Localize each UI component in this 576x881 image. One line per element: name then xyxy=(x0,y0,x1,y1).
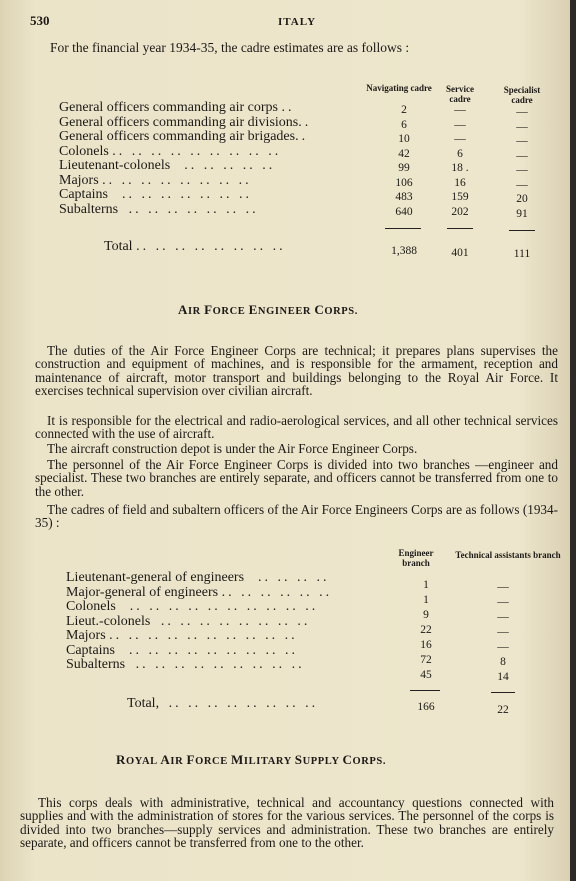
section-heading-supply-corps: ROYAL AIR FORCE MILITARY SUPPLY CORPS. xyxy=(116,752,387,767)
total-rule xyxy=(491,692,515,693)
table1-nav-column xyxy=(379,104,429,220)
table-cell: 1 xyxy=(423,594,429,606)
paragraph: The personnel of the Air Force Engineer Corps is divided into two branches —engineer and specialist. These two branches are entirely separate, and officers cannot be transferred from one to the other. xyxy=(35,457,558,499)
table-cell: 14 xyxy=(497,671,509,683)
table-row: General officers commanding air divisions.. xyxy=(59,114,312,130)
table-cell: 16 xyxy=(420,639,432,651)
table-cell: — xyxy=(454,104,466,116)
running-title: ITALY xyxy=(278,16,317,28)
page-number: 530 xyxy=(30,13,50,28)
table-cell: 202 xyxy=(451,205,469,218)
section-heading-engineer-corps: AIR FORCE ENGINEER CORPS. xyxy=(178,302,358,317)
table-cell: — xyxy=(454,133,466,145)
table-cell: — xyxy=(516,149,528,162)
table1-total-nav: 1,388 xyxy=(391,245,417,257)
table-cell: 22 xyxy=(420,624,432,636)
table-cell: 18 . xyxy=(451,162,469,174)
table-cell: 20 xyxy=(516,193,528,205)
table-cell: 8 xyxy=(500,656,506,668)
table-row: Major-general of engineers .. .. .. .. .. .. xyxy=(66,584,333,600)
table-cell: 6 xyxy=(401,118,407,131)
total-rule xyxy=(385,228,421,229)
table-cell: 99 xyxy=(398,162,410,174)
table-row: General officers commanding air brigades.. xyxy=(59,129,309,144)
table-cell: 483 xyxy=(395,191,413,203)
table-row: Lieutenant-colonels .. .. .. .. .. xyxy=(59,158,276,173)
table2-header-engineer: Engineer branch xyxy=(398,548,434,568)
total-rule xyxy=(410,690,440,691)
table2-total-engineer: 166 xyxy=(417,701,435,713)
table-cell: 6 xyxy=(457,147,463,160)
table1-total-specialist: 111 xyxy=(513,248,531,260)
table-cell: 45 xyxy=(420,669,432,681)
table-cell: 2 xyxy=(401,104,407,116)
table-cell: 640 xyxy=(395,205,413,218)
table-cell: — xyxy=(497,596,509,608)
table2-technical-column xyxy=(478,581,528,686)
table2-engineer-column xyxy=(401,579,451,684)
table-row: Majors .. .. .. .. .. .. .. .. xyxy=(59,172,252,188)
table-cell: — xyxy=(516,135,528,147)
table-row: Lieutenant-general of engineers .. .. .. .. xyxy=(66,570,330,585)
table-cell: 42 xyxy=(398,147,410,160)
table-cell: — xyxy=(497,611,509,623)
table1-total-label: Total .. .. .. .. .. .. .. .. xyxy=(104,239,286,254)
table-cell: 9 xyxy=(423,609,429,621)
table2-header-technical: Technical assistants branch xyxy=(455,550,561,560)
table-cell: 16 xyxy=(454,176,466,189)
table1-specialist-column xyxy=(497,106,547,222)
table-cell: — xyxy=(454,118,466,131)
total-rule xyxy=(509,230,535,231)
table-cell: 1 xyxy=(423,579,429,591)
paragraph: This corps deals with administrative, technical and accountancy questions connected with supplies and with the administration of stores for the various services. The personnel of the corps is divided into two branches—supply services and administration. These two branches are entirely separate, and officers cannot be transferred from one to the other. xyxy=(20,795,554,851)
table-cell: — xyxy=(516,164,528,176)
table-row: Lieut.-colonels .. .. .. .. .. .. .. .. xyxy=(66,613,311,629)
table-cell: — xyxy=(516,106,528,118)
table-cell: 159 xyxy=(451,191,469,203)
table-cell: — xyxy=(516,178,528,191)
table-cell: 72 xyxy=(420,654,432,666)
paragraph: The cadres of field and subaltern officers of the Air Force Engineers Corps are as follows (1934-35) : xyxy=(35,502,558,531)
paragraph: The aircraft construction depot is under the Air Force Engineer Corps. xyxy=(47,441,418,456)
table-row: Colonels .. .. .. .. .. .. .. .. .. .. xyxy=(66,599,319,614)
table-row: Colonels .. .. .. .. .. .. .. .. .. xyxy=(59,143,282,159)
table-cell: 91 xyxy=(516,207,528,220)
table-row: Subalterns .. .. .. .. .. .. .. xyxy=(59,201,259,217)
table1-header-service: Service cadre xyxy=(446,84,474,104)
table-row: Majors .. .. .. .. .. .. .. .. .. .. xyxy=(66,628,298,643)
table-row: Captains .. .. .. .. .. .. .. xyxy=(59,187,252,202)
intro-text: For the financial year 1934-35, the cadre estimates are as follows : xyxy=(50,40,410,55)
table1-total-service: 401 xyxy=(451,247,469,259)
table1-service-column xyxy=(435,104,485,220)
table-row: General officers commanding air corps .. xyxy=(59,100,295,115)
table2-total-technical: 22 xyxy=(497,704,509,716)
table-cell: — xyxy=(497,641,509,653)
paragraph: It is responsible for the electrical and radio-aerological services, and all other technical services connected with the use of aircraft. xyxy=(35,413,558,442)
paragraph: The duties of the Air Force Engineer Corps are technical; it prepares plans supervises the construction and equipment of machines, and is responsible for the armament, reception and maintenance of aircraft, motor transport and buildings belonging to the Royal Air Force. It exercises technical supervision over civilian aircraft. xyxy=(35,343,558,399)
table-cell: — xyxy=(497,626,509,638)
table-cell: 10 xyxy=(398,133,410,145)
table-row: Subalterns .. .. .. .. .. .. .. .. .. xyxy=(66,657,305,672)
table-row: Captains .. .. .. .. .. .. .. .. .. xyxy=(66,642,298,658)
page-edge xyxy=(570,0,576,881)
table2-total-label: Total, .. .. .. .. .. .. .. .. xyxy=(127,696,319,711)
table1-header-navigating: Navigating cadre xyxy=(366,83,432,93)
table1-header-specialist: Specialist cadre xyxy=(503,85,541,105)
table1-body xyxy=(59,101,311,217)
table2-body xyxy=(66,571,332,673)
table-cell: — xyxy=(516,120,528,133)
table-cell: 106 xyxy=(395,176,413,189)
total-rule xyxy=(447,228,473,229)
table-cell: — xyxy=(497,581,509,593)
